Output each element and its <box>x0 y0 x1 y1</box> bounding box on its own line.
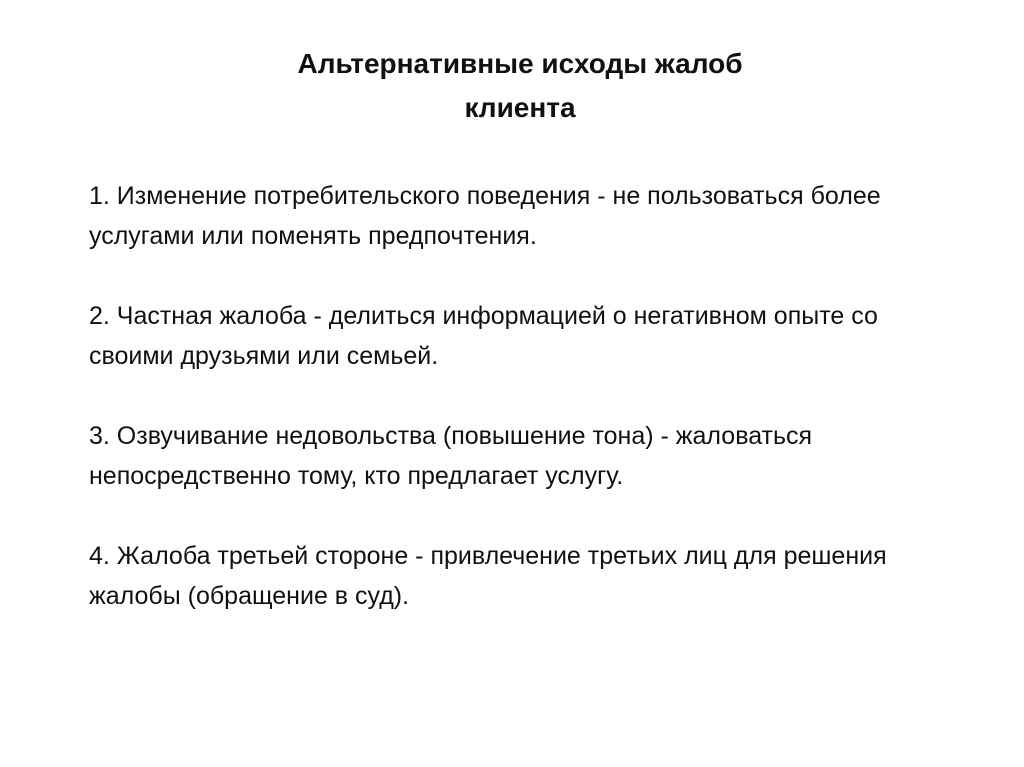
outcome-item-1: 1. Изменение потребительского поведения - не пользоваться более услугами или поменять предпочтения. <box>89 182 881 250</box>
outcome-item-4: 4. Жалоба третьей стороне - привлечение третьих лиц для решения жалобы (обращение в суд). <box>89 542 887 610</box>
outcome-item-2: 2. Частная жалоба - делиться информацией о негативном опыте со своими друзьями или семьей. <box>89 302 878 370</box>
outcome-item-3: 3. Озвучивание недовольства (повышение тона) - жаловаться непосредственно тому, кто предлагает услугу. <box>89 422 813 490</box>
slide-title-line-1: Альтернативные исходы жалоб <box>297 48 743 79</box>
slide-title <box>0 42 1024 130</box>
outcomes-list <box>89 176 969 616</box>
slide-title-line-2: клиента <box>464 92 576 123</box>
